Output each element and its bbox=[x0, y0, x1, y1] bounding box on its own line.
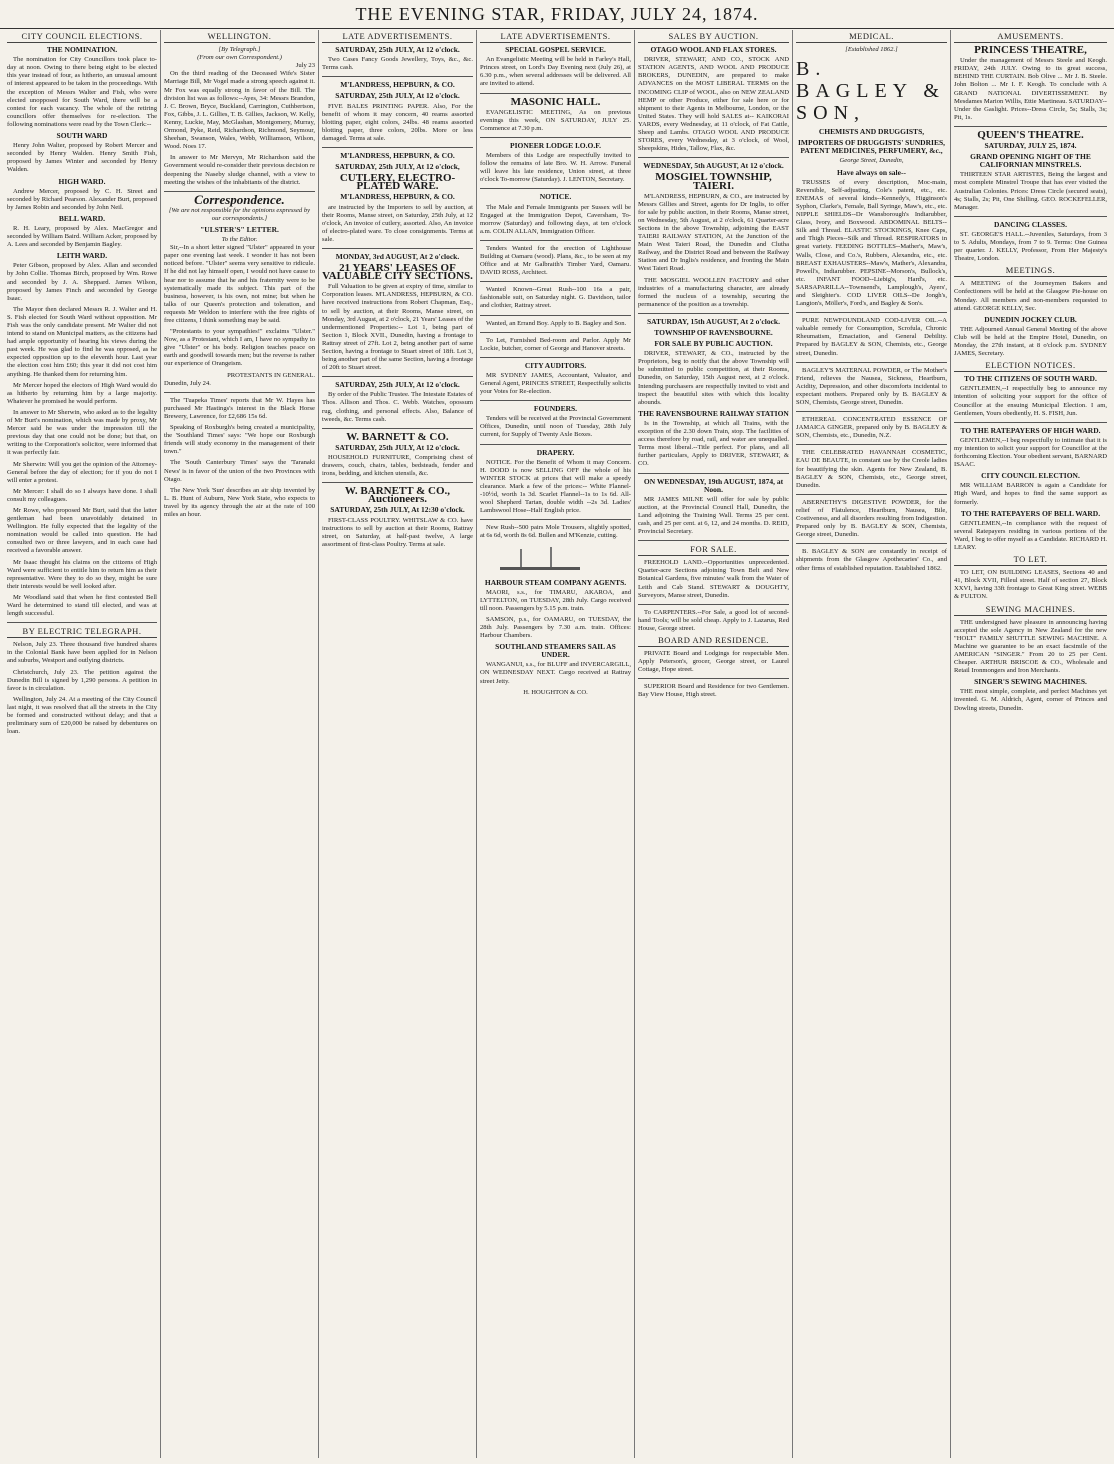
ad-body: THE undersigned have pleasure in announcing having accepted the sole Agency in New Zealand for the new "HOLT" FAMILY SHUTTLE SEWING MACHINE. A Machine we guarantee to be an exact facsimile of the AMERICAN "SINGER." From 20 to 25 per Cent. Cheaper. ARTHUR BRISCOE & CO., Wholesale and Retail Ironmongers and Iron Merchants. bbox=[954, 618, 1107, 675]
ad-body: M'LANDRESS, HEPBURN, & CO., are instructed by Messrs Gillies and Street, agents for Dr Inglis, to offer for sale by public auction, in their Rooms, Manse street, on Wednesday, 5th August, at 2 o'clock, 61 Quarter-acre Sections in the above Township, adjoining the EAST TAIERI RAILWAY STATION, At the Junction of the Main West Taieri Road, the Dunedin and Clutha Railway, and the District Road and between the Railway Station and Dr Inglis's residence, and fronting the Main West Taieri Road. bbox=[638, 192, 789, 273]
column-late-ads-1 bbox=[319, 30, 477, 1458]
divider bbox=[480, 240, 631, 241]
ad-body: TRUSSES of every description, Moc-main, Reversible, Self-adjusting, Cole's patent, etc., etc. ENEMAS of several kinds--Kennedy's, Higginson's Syphon, Clarke's, Female, Ball Syringe, Maw's, etc., etc. NIPPLE SHIELDS--Dr Wansborough's Indiarubber, Glass, Ivory, and Boxwood. ABDOMINAL BELTS--Silk and Thread. ELASTIC STOCKINGS, Knee Caps, and Thigh Pieces--Silk and Thread. RESPIRATORS in great variety. FEEDING BOTTLES--Mather's, Maw's, Walls, Close, and Co.'s, Rubbers, Alexandra, etc., etc. BREAST EXHAUSTERS--Maw's, Mather's, Alexandra, Powell's, Indiarubber. PEPSINE--Morson's, Bullock's, etc. INFANT FOOD--Liebig's, Hard's, etc. SARSAPARILLA--Townsend's, Lamplough's, Ayers', and Sleighter's. COD LIVER OILS--De Jongh's, Langton's, Möller's, Ford's, and Bagley & Son's. bbox=[796, 178, 947, 308]
ad-body: THE CELEBRATED HAVANNAH COSMETIC, EAU DE BEAUTE, in constant use by the Creole ladies for beautifying the skin. Agents for New Zealand, B. BAGLEY & SON, Chemists, etc., George street, Dunedin. bbox=[796, 449, 947, 489]
divider bbox=[796, 444, 947, 445]
subheading: SOUTH WARD bbox=[56, 131, 108, 141]
ad-subtitle: TO THE RATEPAYERS OF BELL WARD. bbox=[960, 508, 1101, 518]
ad-date: SATURDAY, 25th JULY, At 12 o'clock, bbox=[335, 162, 460, 172]
ad-headline: W. BARNETT & CO., Auctioneers. bbox=[344, 485, 451, 506]
divider bbox=[638, 540, 789, 541]
section-heading: CITY COUNCIL ELECTIONS. bbox=[7, 32, 157, 43]
section-heading: TO LET. bbox=[954, 555, 1107, 566]
byline: [By Telegraph.] bbox=[218, 46, 261, 54]
ad-body: PURE NEWFOUNDLAND COD-LIVER OIL.--A valuable remedy for Consumption, Scrofula, Chronic Rheumatism, Emaciation, and General Debility. Prepared by BAGLEY & SON, Chemists, etc., George street, Dunedin. bbox=[796, 317, 947, 357]
ad-body: TO LET, ON BUILDING LEASES, Sections 40 and 41, Block XVII, Filleul street. Half of section 27, Block XXVI, having 33ft frontage to Great King street. WEBB & FULTON. bbox=[954, 569, 1107, 601]
article-paragraph: In answer to Mr Mervyn, Mr Richardson said the Government would re-consider their previous decision re deepening the Naseby sludge channel, with a view to meeting the wishes of the inhabitants of the district. bbox=[164, 154, 315, 186]
ad-body: An Evangelistic Meeting will be held in Farley's Hall, Princes street, on Lord's Day Evening next (July 26), at 6.30 p.m., when several addresses will be delivered. All are invited to attend. bbox=[480, 56, 631, 88]
article-paragraph: Mr Sherwin: Will you get the opinion of the Attorney-General before the day of election; for if you do not I will enter a protest. bbox=[7, 460, 157, 484]
ad-body: MR SYDNEY JAMES, Accountant, Valuator, and General Agent, PRINCES STREET, Respectfully solicits your Votes for Re-election. bbox=[480, 371, 631, 396]
ad-signature: H. HOUGHTON & CO. bbox=[523, 688, 588, 696]
divider bbox=[322, 482, 473, 483]
ad-headline: MASONIC HALL. bbox=[510, 95, 601, 108]
article-paragraph: The 'South Canterbury Times' says the 'Taranaki News' is in favor of the union of the two Provinces with Otago. bbox=[164, 459, 315, 483]
ad-body: Full Valuation to be given at expiry of time, similar to Corporation leases. M'LANDRESS, HEPBURN, & CO. have received instructions from Robert Chapman, Esq., to sell by auction, at their Rooms, Manse street, on Monday, 3rd August, at 2 o'clock, 21 Years' Leases of the undermentioned Properties:-- Lot 1, being part of Section 1, Block XVII., Dunedin, having a frontage to Rattray street of 27ft. Lot 2, being another part of same Section, having a frontage to Stuart street of 18ft. Lot 3, being another part of the same Section, having a frontage of 20ft to Stuart street. bbox=[322, 283, 474, 372]
ad-body: Wanted, an Errand Boy. Apply to B. Bagley and Son. bbox=[486, 319, 627, 327]
divider bbox=[322, 248, 473, 249]
ad-body: EVANGELISTIC MEETING, As on previous evenings this week, ON SATURDAY, JULY 25. Commence at 7.30 p.m. bbox=[480, 108, 631, 132]
ad-body: THE most simple, complete, and perfect Machines yet invented. G. M. Aldrich, Agent, corner of Princes and Dowling streets, Dunedin. bbox=[954, 688, 1107, 712]
article-paragraph: In answer to Mr Sherwin, who asked as to the legality of Mr Burt's nomination, which was made by proxy, Mr Mercer said he was under the impression till the previous day that one could not be done; but that, on writing to the Corporation's solicitor, were informed that it was perfectly fair. bbox=[7, 408, 157, 457]
article-paragraph: Speaking of Roxburgh's being created a municipality, the 'Southland Times' says: "We hope our Roxburgh friends will study economy in the management of their town." bbox=[164, 424, 315, 456]
ad-date: ON WEDNESDAY, 19th AUGUST, 1874, at Noon. bbox=[643, 476, 784, 494]
divider bbox=[322, 147, 473, 148]
article-paragraph: R. H. Leary, proposed by Alex. MacGregor and seconded by William Baird. William Acker, proposed by A. Lees and seconded by Benjamin Bagley. bbox=[7, 224, 157, 249]
divider bbox=[164, 392, 315, 393]
article-paragraph: Sir,--In a short letter signed "Ulster" appeared in your paper one evening last week. I wonder it has not been noticed before. "Ulster" seems very sensitive to ridicule. If he did not lay himself open, I would not have cause to hear nor to assume that he and his fraternity were to be systematically made its subject. This part of the business, however, is his own, not mine; but when he talks of our Queen's protection and toleration, and requests Mr Weldon to interfere with the free rights of free citizens, I think something may be said. bbox=[164, 244, 315, 324]
subheading: HIGH WARD. bbox=[58, 176, 106, 186]
ad-body: Is in the Township, at which all Trains, with the exception of the 2.30 down Train, stop. The facilities of access therefore by road, rail, and water are unequalled. Terms most liberal.--Title perfect. For plans, and all further particulars, Apply to DRIVER, STEWART, & CO. bbox=[638, 419, 789, 468]
ad-headline: W. BARNETT & CO. bbox=[346, 430, 449, 443]
divider bbox=[7, 622, 157, 623]
ad-body: FIRST-CLASS POULTRY. WHITSLAW & CO. have instructions to sell by auction at their Rooms, Rattray street, on Saturday, at half-past twelve, A large assortment of first-class Poultry. Terms at sale. bbox=[322, 516, 473, 548]
newspaper-page bbox=[4, 30, 1110, 1458]
divider bbox=[480, 332, 631, 333]
ad-title: M'LANDRESS, HEPBURN, & CO. bbox=[340, 192, 455, 202]
ad-body: Members of this Lodge are respectfully invited to follow the remains of late Bro. W. H. Arrow. Funeral will leave his late residence, Union street, at three o'clock To-morrow (Saturday). J. LENTON, Secretary. bbox=[480, 152, 631, 184]
ad-body: GENTLEMEN,--I respectfully beg to announce my intention of soliciting your support for the office of Councillor at the ensuing Municipal Election. I am, Gentlemen, Yours obediently, H. S. FISH, Jun. bbox=[954, 385, 1107, 417]
column-amusements bbox=[951, 30, 1110, 1458]
article-paragraph: The nomination for City Councillors took place to-day at noon. Owing to there being eight to be elected this year instead of four, as hitherto, an unusual amount of interest appeared to be taken in the proceedings. With the exception of Messrs Walter and Fish, who were elected unopposed for South Ward, there will be a contest for each vacancy. The whole of the retiring councillors offer themselves for re-election. The following nominations were read by the Town Clerk:-- bbox=[7, 56, 157, 128]
subheading: LEITH WARD. bbox=[56, 251, 108, 261]
ad-headline: CUTLERY, ELECTRO-PLATED WARE. bbox=[339, 172, 456, 193]
ad-body: Under the management of Messrs Steele and Keogh. FRIDAY, 24th JULY. Owing to its great success, BEHIND THE CURTAIN. Bob Olive ... Mr J. B. Steele. John Bolton ... Mr I. F. Keogh. To conclude with A GRAND NATIONAL DIVERTISSEMENT. By Mesdames Marion Willis, Ettie Martineau. SATURDAY--Under the Gaslight. Prices--Dress Circle, 5s; Stalls, 3s; Pit, 1s. bbox=[954, 57, 1107, 121]
section-heading: WELLINGTON. bbox=[164, 32, 315, 43]
article-paragraph: Nelson, July 23. Three thousand five hundred shares in the Colonial Bank have been applied for in Nelson and suburbs, Westport and outlying districts. bbox=[7, 641, 157, 665]
ad-title: DANCING CLASSES. bbox=[994, 219, 1067, 229]
masthead: THE EVENING STAR, FRIDAY, JULY 24, 1874. bbox=[0, 0, 1114, 29]
divider bbox=[480, 444, 631, 445]
ad-subtitle: TO THE CITIZENS OF SOUTH WARD. bbox=[964, 374, 1097, 384]
article-paragraph: Peter Gibson, proposed by Alex. Allan and seconded by John Collie. Thomas Birch, proposed by Wm. Rowe and seconded by J. A. Sheppard. James Wilson, proposed by James Finch and seconded by George Isaac. bbox=[7, 262, 157, 302]
ad-body: FREEHOLD LAND.--Opportunities unprecedented. Quarter-acre Sections adjoining Town Belt and New Botanical Gardens, five minutes' walk from the Water of Leith and Cab Stand. STEWART & DOUGHTY, Surveyors, Manse street, Dunedin. bbox=[638, 559, 789, 599]
letter-signature: PROTESTANTS IN GENERAL. bbox=[227, 371, 315, 379]
divider bbox=[480, 137, 631, 138]
divider bbox=[796, 312, 947, 313]
dateline: Dunedin, July 24. bbox=[164, 379, 211, 387]
ad-body: To CARPENTERS.--For Sale, a good lot of second-hand Tools; will be sold cheap. Apply to J. Lazarus, Red House, George street. bbox=[638, 608, 789, 632]
byline: (From our own Correspondent.) bbox=[197, 54, 282, 62]
divider bbox=[638, 473, 789, 474]
ad-subtitle: GRAND OPENING NIGHT OF THE CALIFORNIAN MINSTRELS. bbox=[970, 152, 1091, 170]
column-late-ads-2 bbox=[477, 30, 635, 1458]
divider bbox=[480, 188, 631, 189]
divider bbox=[796, 494, 947, 495]
ad-body: MAORI, s.s., for TIMARU, AKAROA, and LYTTELTON, on TUESDAY, 28th July. Cargo received till noon. Passengers by 5.15 p.m. train. bbox=[480, 588, 631, 612]
ad-title: CITY AUDITORS. bbox=[524, 360, 587, 370]
ad-body: Tenders will be received at the Provincial Government Offices, Dunedin, until noon of Tuesday, 28th July current, for Supply of Twenty Axle Boxes. bbox=[480, 415, 631, 439]
ad-body: SUPERIOR Board and Residence for two Gentlemen. Bay View House, High street. bbox=[638, 683, 789, 699]
ad-title: SINGER'S SEWING MACHINES. bbox=[974, 677, 1087, 687]
ad-title: M'LANDRESS, HEPBURN, & CO. bbox=[340, 80, 455, 90]
editor-note: [We are not responsible for the opinions expressed by our correspondents.] bbox=[168, 206, 311, 222]
ad-body: MR WILLIAM BARRON is again a Candidate for High Ward, and hopes to find the same support as formerly. bbox=[954, 482, 1107, 506]
section-heading: MEDICAL. bbox=[796, 32, 947, 43]
article-paragraph: Mr Rowe, who proposed Mr Burt, said that the latter gentleman had been unavoidably detained in Wellington. He fully expected that the legality of the nomination would be called into question. He had consulted two or three lawyers, and in each case had received a favorable answer. bbox=[7, 506, 157, 555]
ad-title: PIONEER LODGE I.O.O.F. bbox=[510, 140, 601, 150]
ad-title: NOTICE. bbox=[539, 192, 572, 202]
article-paragraph: Mr Mercer: I shall do so I always have done. I shall consult my colleagues. bbox=[7, 487, 157, 503]
ad-body: DRIVER, STEWART, & CO., instructed by the Proprietors, beg to notify that the above Township will be submitted to public competition, at their Rooms, Dunedin, on Saturday, 15th August next, at 2 o'clock. Intending purchasers are respectfully invited to visit and inspect the beautiful sites with which this locality abounds. bbox=[638, 350, 789, 406]
firm-description: CHEMISTS AND DRUGGISTS, bbox=[818, 127, 925, 137]
divider bbox=[796, 543, 947, 544]
divider bbox=[638, 157, 789, 158]
ad-date: WEDNESDAY, 5th AUGUST, At 12 o'clock. bbox=[643, 161, 784, 171]
column-medical bbox=[793, 30, 951, 1458]
article-paragraph: On the third reading of the Deceased Wife's Sister Marriage Bill, Mr Vogel made a strong speech against it. Mr Fox was equally strong in favor of the Bill. The division list was as follows:--Ayes, 34: Messrs Brandon, J. C. Brown, Bryce, Buckland, Carrington, Cuthbertson, Fox, Gibbs, J. L. Gillies, T. B. Gillies, Jackson, W. Kelly, Kenny, Luckie, May, McGlashan, Montgomery, Murray, Ormond, Pyke, Reid, Richardson, Richmond, Seymour, Sheehan, Swanson, Wales, Webb, Williamson, Wilson, Wood. Noes 17. bbox=[164, 70, 315, 151]
section-heading: SALES BY AUCTION. bbox=[638, 32, 789, 43]
ad-body: MR JAMES MILNE will offer for sale by public auction, at the Provincial Council Hall, Dunedin, the Land adjoining the Training Wall. Terms 25 per cent. cash, and 25 per cent. at 6, 12, and 24 months. D. REID, Provincial Secretary. bbox=[638, 495, 789, 536]
ad-body: ST. GEORGE'S HALL.--Juveniles, Saturdays, from 3 to 5. Adults, Mondays, from 7 to 9. Terms: One Guinea per quarter. J. KELLY, Professor, From Her Majesty's Theatre, London. bbox=[954, 230, 1107, 263]
ad-body: THIRTEEN STAR ARTISTES, Being the largest and most complete Minstrel Troupe that has ever visited the Australian Colonies. Prices: Dress Circle (secured seats), 4s; Stalls, 2s; Pit, One Shilling. GEO. ROCKEFELLER, Manager. bbox=[954, 171, 1107, 211]
article-paragraph: The 'Tuapeka Times' reports that Mr W. Hayes has purchased Mr Hastings's interest in the Black Horse Brewery, Lawrence, for £2,686 15s 6d. bbox=[164, 396, 315, 420]
divider bbox=[322, 428, 473, 429]
ad-body: B. BAGLEY & SON are constantly in receipt of shipments from the Glasgow Apothecaries' Co., and other firms of established reputation. Established 1862. bbox=[796, 548, 947, 572]
ad-body: GENTLEMEN,--I beg respectfully to intimate that it is my intention to solicit your support for Councillor at the forthcoming Election. Your obedient servant, BARNARD ISAAC. bbox=[954, 436, 1107, 469]
ad-date: SATURDAY, 25th JULY, At 12 o'clock. bbox=[335, 380, 460, 390]
ad-date: SATURDAY, 25th JULY, At 12:30 o'clock. bbox=[330, 505, 465, 515]
bagley-logo: B. BAGLEY & SON, bbox=[796, 58, 945, 125]
divider bbox=[480, 281, 631, 282]
ad-body: The Male and Female Immigrants per Sussex will be Engaged at the Immigration Depot, Caversham, To-morrow (Saturday) and following days, at ten o'clock a.m. COLIN ALLAN, Immigration Officer. bbox=[480, 203, 631, 235]
section-heading: ELECTION NOTICES. bbox=[954, 361, 1107, 372]
ad-date: SATURDAY, JULY 25, 1874. bbox=[984, 141, 1077, 151]
ad-body: THE Adjourned Annual General Meeting of the above Club will be held at the Empire Hotel, Dunedin, on Monday, the 27th instant, at 8 o'clock p.m. SYDNEY JAMES, Secretary. bbox=[954, 325, 1107, 358]
ad-body: SAMSON, p.s., for OAMARU, on TUESDAY, the 28th July. Passengers by 7.30 a.m. train. Offices: Harbour Chambers. bbox=[480, 615, 631, 640]
divider bbox=[954, 126, 1107, 127]
article-paragraph: The New York 'Sun' describes an air ship invented by L. B. Hunt of Auburn, New York State, who expects to travel by its agency through the air at the rate of 100 miles an hour. bbox=[164, 486, 315, 518]
ad-body: By order of the Public Trustee. The Intestate Estates of Thos. Allison and Thos. C. Webb. Watches, opossum rug, clothing, and personal effects. Also, Balance of tweeds, &c. Terms cash. bbox=[322, 391, 473, 423]
ad-title: FOUNDERS. bbox=[533, 404, 578, 414]
section-heading: FOR SALE. bbox=[638, 545, 789, 556]
article-paragraph: "Protestants to your sympathies!" exclaims "Ulster." Now, as a Protestant, which I am, I have no sympathy to give "Ulster" or his body. Religion teaches peace on earth and goodwill towards men; but the reverse is rather our experience of Orangeism. bbox=[164, 328, 315, 368]
column-sales-by-auction bbox=[635, 30, 793, 1458]
ad-body: WANGANUI, s.s., for BLUFF and INVERCARGILL, ON WEDNESDAY NEXT. Cargo received at Rattray street Jetty. bbox=[480, 661, 631, 685]
divider bbox=[480, 315, 631, 316]
section-heading: SEWING MACHINES. bbox=[954, 605, 1107, 616]
ad-title: DRAPERY. bbox=[536, 447, 575, 457]
ad-body: ETHEREAL CONCENTRATED ESSENCE OF JAMAICA GINGER, prepared only by B. BAGLEY & SON, Chemists, etc., Dunedin, N.Z. bbox=[796, 416, 947, 440]
ad-title: SOUTHLAND STEAMERS SAIL AS UNDER. bbox=[495, 642, 616, 660]
article-paragraph: Mr Woodland said that when he first contested Bell Ward he determined to stand till elected, and was at length successful. bbox=[7, 593, 157, 618]
section-heading: Correspondence. bbox=[194, 191, 285, 207]
divider bbox=[796, 362, 947, 363]
article-paragraph: Wellington, July 24. At a meeting of the City Council last night, it was resolved that all the streets in the City be formed and constructed without delay; and that a preliminary sum of £20,000 be raised by debentures on loan. bbox=[7, 695, 157, 736]
ad-title: SPECIAL GOSPEL SERVICE. bbox=[505, 45, 606, 55]
article-paragraph: Mr Mercer hoped the electors of High Ward would do as hitherto by returning him by a large majority. Whatever he promised he would perform. bbox=[7, 381, 157, 405]
ad-body: A MEETING of the Journeymen Bakers and Confectioners will be held at the Glasgow Pie-house on Monday. All members and non-members requested to attend. GEORGE KELLY, Sec. bbox=[954, 280, 1107, 312]
article-paragraph: Christchurch, July 23. The petition against the Dunedin Bill is signed by 1,290 persons. A petition in favor is in circulation. bbox=[7, 668, 157, 692]
ad-date: SATURDAY, 25th JULY, At 12 o'clock. bbox=[335, 442, 460, 452]
ad-body: GENTLEMEN,--In compliance with the request of several Ratepayers residing in various portions of the Ward, I beg to offer myself as a Candidate. RICHARD H. LEARY. bbox=[954, 519, 1107, 551]
divider bbox=[638, 313, 789, 314]
ad-body: NOTICE. For the Benefit of Whom it may Concern. H. DODD is now SELLING OFF the whole of his WINTER STOCK at prices that will make a speedy clearance. Mark a few of the prices:-- White Flannel--10½d, worth 1s 3d. Scarlet Flannel--1s to 1s 6d. All-wool Shepherd Tartan, double width --2s 3d. Ladies' Lambswool Hose--Half English price. bbox=[480, 458, 631, 515]
subheading: BELL WARD. bbox=[58, 213, 106, 223]
ad-date: MONDAY, 3rd AUGUST, At 2 o'clock. bbox=[335, 251, 460, 261]
section-heading: LATE ADVERTISEMENTS. bbox=[322, 32, 473, 43]
article-paragraph: Mr Isaac thought his claims on the citizens of High Ward were sufficient to entitle him to return him as their representative. Were they to do so they, might be sure their interests would be well looked after. bbox=[7, 558, 157, 590]
subheading: THE NOMINATION. bbox=[46, 45, 118, 55]
ad-body: To Let, Furnished Bed-room and Parlor. Apply Mr Lockie, butcher, corner of George and Hanover streets. bbox=[480, 336, 631, 352]
ad-title: DUNEDIN JOCKEY CLUB. bbox=[984, 314, 1077, 324]
ad-title: M'LANDRESS, HEPBURN, & CO. bbox=[340, 151, 455, 161]
ad-body: THE MOSGIEL WOOLLEN FACTORY and other industries of a manufacturing character, are already formed the nucleus of a township, securing the permanence of the position as a township. bbox=[638, 276, 789, 308]
ad-headline: MOSGIEL TOWNSHIP, TAIERI. bbox=[655, 171, 772, 192]
ad-body: BAGLEY'S MATERNAL POWDER, or The Mother's Friend, relieves the Nausea, Sickness, Heartburn, Acidity, Depression, and other discomforts incidental to expectant mothers. Prepared only by B. BAGLEY & SON, Chemists, George street, Dunedin. bbox=[796, 366, 947, 406]
article-paragraph: Henry John Walter, proposed by Robert Mercer and seconded by Henry Walden. Henry Smith Fish, proposed by James Winter and seconded by Henry Walden. bbox=[7, 142, 157, 174]
section-heading: BOARD AND RESIDENCE. bbox=[638, 636, 789, 647]
article-paragraph: The Mayor then declared Messrs R. J. Walter and H. S. Fish elected for South Ward without opposition. Mr Fish was the only candidate present. Mr Walter did not intend to stand on Municipal matters, as the citizens had had ample opportunity of hearing his views during the past week. He was glad to find he was opposed, as he expected opposition up to the eleventh hour. Last year the election cost him £60; this year it did not cost him anything. He thanked them for returning him. bbox=[7, 305, 157, 378]
ad-body: PRIVATE Board and Lodgings for respectable Men. Apply Peterson's, grocer, George street, or Laurel Cottage, Hope street. bbox=[638, 650, 789, 674]
section-heading: LATE ADVERTISEMENTS. bbox=[480, 32, 631, 43]
column-city-council bbox=[4, 30, 161, 1458]
column-wellington bbox=[161, 30, 319, 1458]
ad-subtitle: THE RAVENSBOURNE RAILWAY STATION bbox=[638, 408, 789, 418]
divider bbox=[954, 216, 1107, 217]
ad-body: Wanted Known--Great Rush--100 16s a pair, fashionable suit, on Saturday night. G. Davidson, tailor and clothier, Rattray street. bbox=[480, 286, 631, 310]
ad-title: CITY COUNCIL ELECTION. bbox=[981, 471, 1080, 481]
divider bbox=[480, 357, 631, 358]
divider bbox=[480, 93, 631, 94]
ad-title: HARBOUR STEAM COMPANY AGENTS. bbox=[484, 577, 627, 587]
ad-title: OTAGO WOOL AND FLAX STORES. bbox=[650, 45, 777, 55]
ad-title: TOWNSHIP OF RAVENSBOURNE. bbox=[654, 328, 773, 337]
ad-date: SATURDAY, 15th AUGUST, At 2 o'clock. bbox=[647, 316, 780, 326]
ad-subtitle: FOR SALE BY PUBLIC AUCTION. bbox=[654, 339, 773, 349]
divider bbox=[480, 519, 631, 520]
letter-title: "ULSTER'S" LETTER. bbox=[200, 224, 279, 234]
ad-subtitle: TO THE RATEPAYERS OF HIGH WARD. bbox=[960, 425, 1101, 435]
firm-description: IMPORTERS OF DRUGGISTS' SUNDRIES, PATENT MEDICINES, PERFUMERY, &c., bbox=[798, 138, 945, 156]
steamship-illustration bbox=[480, 545, 631, 575]
section-heading: MEETINGS. bbox=[954, 266, 1107, 277]
ad-headline: 21 YEARS' LEASES OF VALUABLE CITY SECTIONS. bbox=[322, 262, 473, 283]
ad-body: Two Cases Fancy Goods Jewellery, Toys, &c., &c. Terms cash. bbox=[322, 56, 473, 72]
divider bbox=[322, 376, 473, 377]
dateline: July 23 bbox=[295, 62, 315, 70]
section-heading: BY ELECTRIC TELEGRAPH. bbox=[7, 627, 157, 638]
divider bbox=[638, 678, 789, 679]
ad-date: SATURDAY, 25th JULY, At 12 o'clock. bbox=[335, 45, 460, 55]
ad-headline: QUEEN'S THEATRE. bbox=[977, 128, 1084, 141]
divider bbox=[638, 604, 789, 605]
ad-subtitle: Have always on sale-- bbox=[837, 167, 906, 177]
letter-salutation: To the Editor. bbox=[221, 236, 258, 244]
ad-body: Tenders Wanted for the erection of Lighthouse Building at Oamaru (wood). Plans, &c., to be seen at my Office and at Mr Galbraith's Timber Yard, Oamaru. DAVID ROSS, Architect. bbox=[480, 244, 631, 277]
ad-body: ABERNETHY'S DIGESTIVE POWDER, for the relief of Flatulence, Heartburn, Nausea, Bile, Costiveness, and all disorders resulting from Indigestion. Prepared only by B. BAGLEY & SON, Chemists, George street, Dunedin. bbox=[796, 498, 947, 539]
divider bbox=[796, 411, 947, 412]
divider bbox=[480, 400, 631, 401]
ad-body: DRIVER, STEWART, AND CO., STOCK AND STATION AGENTS, AND WOOL AND PRODUCE BROKERS, DUNEDIN, are prepared to make ADVANCES on the MOST LIBERAL TERMS on the INCOMING CLIP of WOOL, also on NEW ZEALAND HEMP or other Produce, either for sale here or for shipment to their Agents in Melbourne, London, or the United States. They will hold SALES at-- KAIKORAI YARDS, every Wednesday, at 11 o'clock, of Fat Cattle, Sheep and Lambs. OTAGO WOOL AND PRODUCE STORES, every Wednesday, at 3 o'clock, of Wool, Sheepskins, Hides, Tallow, Flax, &c. bbox=[638, 56, 789, 153]
ad-body: are instructed by the Importers to sell by auction, at their Rooms, Manse street, on Saturday, 25th July, at 12 o'clock, An invoice of cutlery, assorted. Also, An invoice of electro-plated ware. To close consignments. Terms at sale. bbox=[322, 203, 473, 243]
divider bbox=[954, 422, 1107, 423]
divider bbox=[322, 76, 473, 77]
established-note: [Established 1862.] bbox=[845, 46, 898, 54]
ad-body: New Rush--500 pairs Mole Trousers, slightly spotted, at 6s 6d, worth 8s 6d. Bullen and M'Kenzie, cutting. bbox=[480, 524, 631, 540]
firm-address: George Street, Dunedin, bbox=[839, 157, 904, 165]
article-paragraph: Andrew Mercer, proposed by C. H. Street and seconded by Richard Pearson. Alexander Burt, proposed by James Robin and seconded by John Neil. bbox=[7, 187, 157, 211]
ad-body: FIVE BALES PRINTING PAPER. Also, For the benefit of whom it may concern, 40 reams assorted blotting paper, eight colors, 24lbs. 48 reams assorted blotting paper, three colors, 20lbs. More or less damaged. Terms at sale. bbox=[322, 102, 473, 142]
section-heading: AMUSEMENTS. bbox=[954, 32, 1107, 43]
ad-body: HOUSEHOLD FURNITURE, Comprising chest of drawers, couch, chairs, tables, bedsteads, fender and irons, bedding, and kitchen utensils, &c. bbox=[322, 453, 473, 478]
ad-date: SATURDAY, 25th JULY, At 12 o'clock. bbox=[335, 91, 460, 101]
ad-headline: PRINCESS THEATRE, bbox=[974, 44, 1087, 57]
